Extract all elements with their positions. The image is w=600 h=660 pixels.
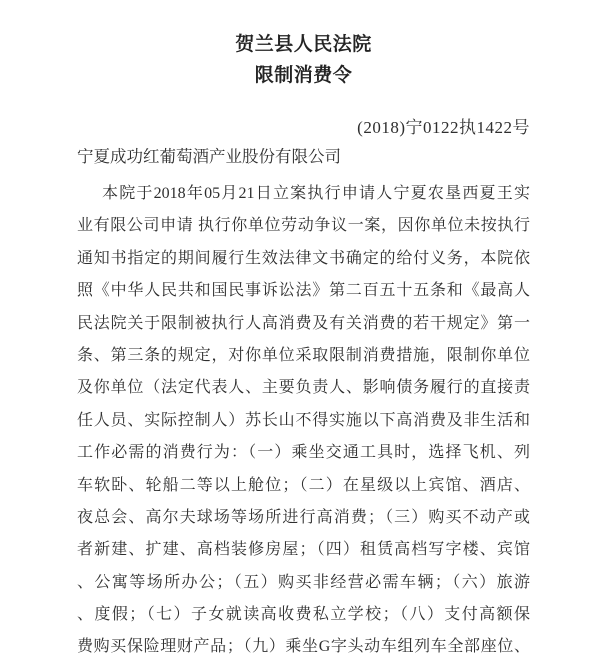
body-text-line: 民法院关于限制被执行人高消费及有关消费的若干规定》第一	[77, 314, 530, 332]
body-text-line: 夜总会、高尔夫球场等场所进行高消费；（三）购买不动产或	[77, 508, 530, 526]
body-text-line: 工作必需的消费行为：（一）乘坐交通工具时，选择飞机、列	[77, 444, 530, 462]
addressee-line: 宁夏成功红葡萄酒产业股份有限公司	[77, 147, 341, 166]
case-number: (2018)宁0122执1422号	[357, 118, 530, 137]
body-text-line: 费购买保险理财产品；（九）乘坐G字头动车组列车全部座位、	[77, 638, 530, 656]
body-text-line: 照《中华人民共和国民事诉讼法》第二百五十五条和《最高人	[77, 282, 530, 300]
body-text-line: 通知书指定的期间履行生效法律文书确定的给付义务，本院依	[77, 249, 530, 267]
body-text-line: 本院于2018年05月21日立案执行申请人宁夏农垦西夏王实	[102, 185, 530, 202]
body-text-line: 任人员、实际控制人）苏长山不得实施以下高消费及非生活和	[77, 411, 530, 429]
body-text-line: 、度假；（七）子女就读高收费私立学校；（八）支付高额保	[77, 606, 530, 624]
body-text-line: 者新建、扩建、高档装修房屋；（四）租赁高档写字楼、宾馆	[77, 541, 530, 559]
document-body	[77, 178, 530, 660]
body-text-line: 车软卧、轮船二等以上舱位；（二）在星级以上宾馆、酒店、	[77, 476, 530, 494]
body-text-line: 、公寓等场所办公；（五）购买非经营必需车辆；（六）旅游	[77, 573, 530, 591]
court-name: 贺兰县人民法院	[235, 34, 372, 55]
document-title: 限制消费令	[254, 65, 353, 86]
body-text-line: 业有限公司申请 执行你单位劳动争议一案，因你单位未按执行	[77, 217, 530, 235]
body-text-line: 及你单位（法定代表人、主要负责人、影响债务履行的直接责	[77, 379, 530, 397]
body-text-line: 条、第三条的规定，对你单位采取限制消费措施，限制你单位	[77, 346, 530, 364]
